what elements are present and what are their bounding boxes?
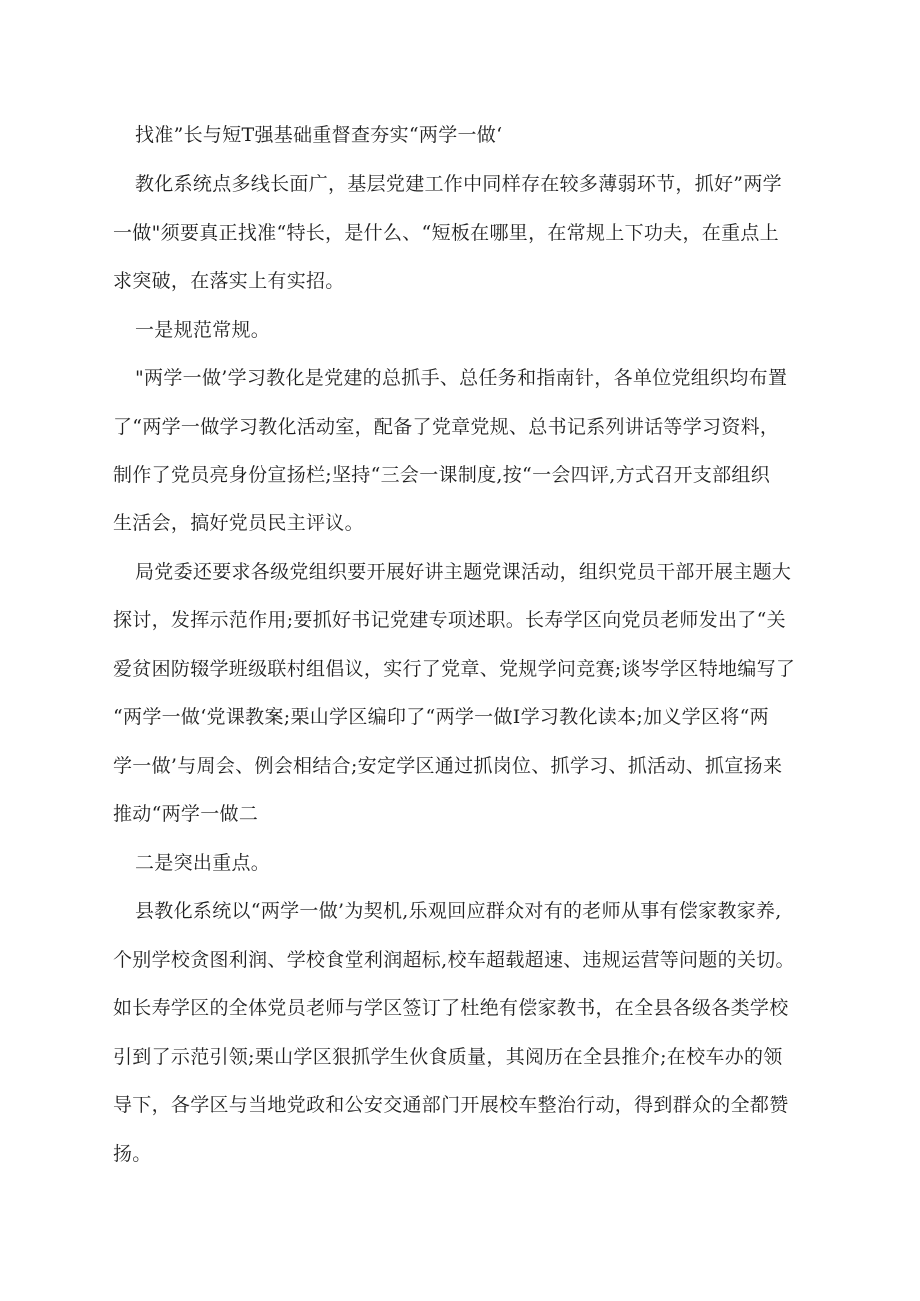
- paragraph-line: 学一做’与周会、例会相结合;安定学区通过抓岗位、抓学习、抓活动、抓宣扬来: [113, 755, 783, 777]
- paragraph-line: 局党委还要求各级党组织要开展好讲主题党课活动，组织党员干部开展主题大: [135, 561, 792, 583]
- paragraph-line: 扬。: [113, 1143, 152, 1165]
- paragraph-line: 探讨，发挥示范作用;要抓好书记党建专项述职。长寿学区向党员老师发出了“关: [113, 609, 786, 631]
- document-title: 找准”长与短T强基础重督查夯实“两学一做‘: [135, 124, 503, 146]
- paragraph-line: "两学一做’学习教化是党建的总抓手、总任务和指南针，各单位党组织均布置: [135, 367, 788, 389]
- paragraph-line: 县教化系统以“两学一做’为契机,乐观回应群众对有的老师从事有偿家教家养,: [135, 900, 782, 922]
- paragraph-line: 引到了示范引领;栗山学区狠抓学生伙食质量，其阅历在全县推介;在校车办的领: [113, 1046, 783, 1068]
- paragraph-line: 制作了党员亮身份宣扬栏;坚持“三会一课制度,按“一会四评,方式召开支部组织: [113, 464, 771, 486]
- section-heading: 二是突出重点。: [135, 852, 271, 874]
- paragraph-line: 求突破，在落实上有实招。: [113, 270, 345, 292]
- paragraph-line: 推动“两学一做二: [113, 803, 259, 825]
- paragraph-line: “两学一做‘党课教案;栗山学区编印了“两学一做Ⅰ学习教化读本;加义学区将“两: [113, 706, 769, 728]
- section-heading: 一是规范常规。: [135, 319, 271, 341]
- paragraph-line: 个别学校贪图利润、学校食堂利润超标,校车超载超速、违规运营等问题的关切。: [113, 949, 795, 971]
- paragraph-line: 生活会，搞好党员民主评议。: [113, 512, 364, 534]
- paragraph-line: 爱贫困防辍学班级联村组倡议，实行了党章、党规学问竞赛;谈岑学区特地编写了: [113, 658, 796, 680]
- paragraph-line: 一做"须要真正找准“特长，是什么、“短板在哪里，在常规上下功夫，在重点上: [113, 222, 779, 244]
- paragraph-line: 了“两学一做学习教化活动室，配备了党章党规、总书记系列讲话等学习资料，: [113, 416, 780, 438]
- paragraph-line: 如长寿学区的全体党员老师与学区签订了杜绝有偿家教书，在全县各级各类学校: [113, 997, 789, 1019]
- paragraph-line: 导下，各学区与当地党政和公安交通部门开展校车整治行动，得到群众的全都赞: [113, 1094, 789, 1116]
- paragraph-line: 教化系统点多线长面广，基层党建工作中同样存在较多薄弱环节，抓好”两学: [135, 173, 782, 195]
